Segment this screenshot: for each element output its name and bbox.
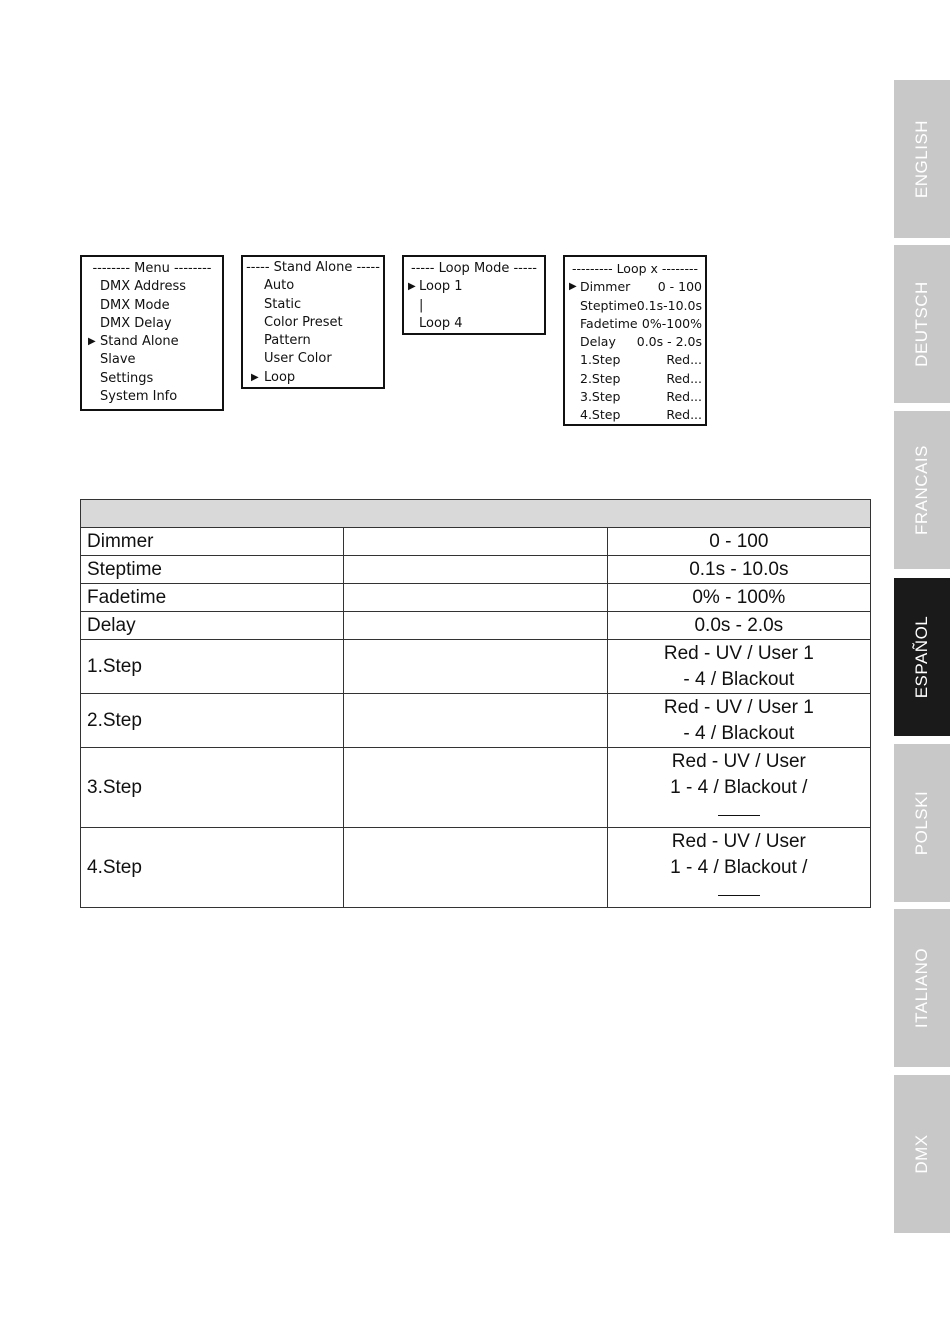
item-label: 2.Step bbox=[580, 370, 621, 386]
menu-item-steptime bbox=[565, 297, 705, 315]
lcd-stand-alone-menu bbox=[241, 255, 385, 389]
menu-item-dimmer bbox=[565, 278, 705, 296]
menu-item-user-color: User Color bbox=[264, 351, 332, 367]
item-value: Red... bbox=[666, 389, 702, 405]
lcd-loop-x-menu bbox=[563, 255, 707, 426]
param-range bbox=[607, 748, 870, 828]
param-range: 0 - 100 bbox=[607, 528, 870, 556]
table-row bbox=[81, 640, 871, 694]
range-line: Red - UV / User bbox=[671, 750, 806, 772]
tab-label: ENGLISH bbox=[912, 119, 931, 199]
menu-item-slave: Slave bbox=[100, 352, 136, 368]
item-label: Dimmer bbox=[580, 279, 631, 295]
table-row bbox=[81, 694, 871, 748]
item-label: 3.Step bbox=[580, 389, 621, 405]
item-label: Steptime bbox=[580, 297, 637, 313]
param-description bbox=[344, 528, 607, 556]
loop-parameter-table bbox=[80, 499, 871, 908]
tab-label: POLSKI bbox=[912, 790, 931, 856]
item-value: 0.1s-10.0s bbox=[636, 297, 702, 313]
menu-item-4-step bbox=[565, 406, 705, 424]
table-row bbox=[81, 748, 871, 828]
menu-item-settings: Settings bbox=[100, 370, 154, 386]
menu-item-stand-alone: ▶ Stand Alone bbox=[82, 333, 222, 351]
tab-espanol[interactable] bbox=[894, 578, 950, 736]
range-line: Red - UV / User 1 bbox=[663, 642, 814, 664]
item-label: 4.Step bbox=[580, 407, 621, 423]
param-range bbox=[607, 694, 870, 748]
lcd-main-menu bbox=[80, 255, 224, 411]
param-name: 3.Step bbox=[81, 748, 344, 828]
menu-item-pattern: Pattern bbox=[264, 333, 311, 349]
param-description bbox=[344, 612, 607, 640]
menu-item-auto: Auto bbox=[264, 278, 295, 294]
param-range: 0% - 100% bbox=[607, 584, 870, 612]
lcd-loop-mode-menu bbox=[402, 255, 546, 335]
tab-italiano[interactable] bbox=[894, 909, 950, 1067]
menu-item-dmx-mode: DMX Mode bbox=[100, 297, 170, 313]
tab-label: FRANCAIS bbox=[912, 445, 931, 535]
menu-title: ----- Loop Mode ----- bbox=[411, 261, 537, 276]
item-value: 0 - 100 bbox=[657, 279, 702, 295]
param-range: 0.0s - 2.0s bbox=[607, 612, 870, 640]
menu-title: --------- Loop x -------- bbox=[572, 261, 698, 276]
param-description bbox=[344, 640, 607, 694]
tab-deutsch[interactable] bbox=[894, 245, 950, 403]
tab-english[interactable] bbox=[894, 80, 950, 238]
param-name: Dimmer bbox=[81, 528, 344, 556]
param-description bbox=[344, 556, 607, 584]
menu-title: ----- Stand Alone ----- bbox=[246, 260, 380, 275]
table-header-cell bbox=[81, 500, 871, 528]
range-line: Red - UV / User 1 bbox=[663, 696, 814, 718]
param-name: 1.Step bbox=[81, 640, 344, 694]
blank-line bbox=[718, 881, 760, 896]
item-value: Red... bbox=[666, 370, 702, 386]
tab-label: ESPAÑOL bbox=[912, 615, 931, 699]
menu-item-fadetime bbox=[565, 315, 705, 333]
menu-item-3-step bbox=[565, 388, 705, 406]
tab-polski[interactable] bbox=[894, 744, 950, 902]
menu-item-system-info: System Info bbox=[100, 389, 178, 405]
menu-item-dmx-delay: DMX Delay bbox=[100, 315, 172, 331]
menu-item-2-step bbox=[565, 370, 705, 388]
param-name: 2.Step bbox=[81, 694, 344, 748]
menu-title: -------- Menu -------- bbox=[92, 261, 212, 276]
item-value: 0%-100% bbox=[641, 315, 702, 331]
param-name: 4.Step bbox=[81, 828, 344, 908]
param-description bbox=[344, 748, 607, 828]
table-row bbox=[81, 528, 871, 556]
range-line: - 4 / Blackout bbox=[683, 668, 795, 690]
tab-francais[interactable] bbox=[894, 411, 950, 569]
menu-item-delay bbox=[565, 333, 705, 351]
param-description bbox=[344, 828, 607, 908]
param-range bbox=[607, 640, 870, 694]
table-row bbox=[81, 556, 871, 584]
menu-item-color-preset: Color Preset bbox=[264, 314, 343, 330]
range-line bbox=[610, 881, 868, 907]
tab-dmx[interactable] bbox=[894, 1075, 950, 1233]
table-row bbox=[81, 828, 871, 908]
item-label: Delay bbox=[580, 334, 616, 350]
menu-item-loop-4: Loop 4 bbox=[419, 315, 463, 331]
range-line: 1 - 4 / Blackout / bbox=[670, 776, 808, 798]
menu-item-static: Static bbox=[264, 296, 302, 312]
menu-item-1-step bbox=[565, 351, 705, 369]
param-name: Fadetime bbox=[81, 584, 344, 612]
blank-line bbox=[718, 801, 760, 816]
table-row bbox=[81, 584, 871, 612]
range-line: 1 - 4 / Blackout / bbox=[670, 856, 808, 878]
item-value: 0.0s - 2.0s bbox=[636, 334, 702, 350]
item-label: 1.Step bbox=[580, 352, 621, 368]
table-row bbox=[81, 612, 871, 640]
item-value: Red... bbox=[666, 352, 702, 368]
item-value: Red... bbox=[666, 407, 702, 423]
range-line bbox=[610, 801, 868, 827]
menu-item-loop-1: ▶ Loop 1 bbox=[404, 278, 544, 296]
range-line: Red - UV / User bbox=[671, 830, 806, 852]
param-name: Delay bbox=[81, 612, 344, 640]
tab-label: DMX bbox=[912, 1134, 931, 1174]
menu-item-loop: ▶ Loop bbox=[243, 369, 383, 387]
param-description bbox=[344, 694, 607, 748]
menu-item-ellipsis: | bbox=[419, 297, 424, 313]
tab-label: ITALIANO bbox=[912, 947, 931, 1029]
param-description bbox=[344, 584, 607, 612]
menu-item-dmx-address: DMX Address bbox=[100, 279, 187, 295]
item-label: Fadetime bbox=[580, 315, 638, 331]
param-name: Steptime bbox=[81, 556, 344, 584]
param-range bbox=[607, 828, 870, 908]
range-line: - 4 / Blackout bbox=[683, 722, 795, 744]
param-range: 0.1s - 10.0s bbox=[607, 556, 870, 584]
tab-label: DEUTSCH bbox=[912, 281, 931, 367]
table-header-row bbox=[81, 500, 871, 528]
